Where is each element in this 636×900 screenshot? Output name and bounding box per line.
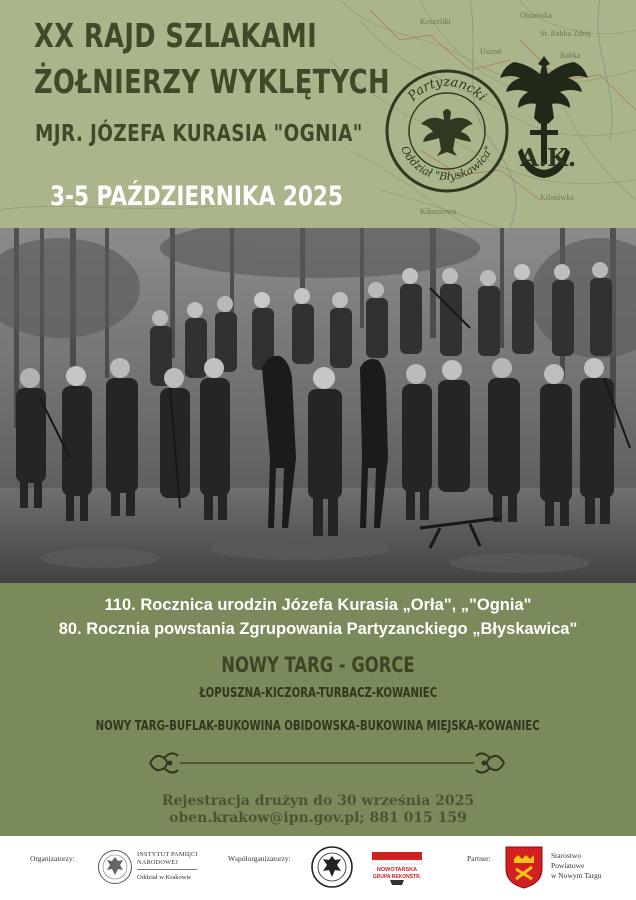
stamp-top-text: Partyzancki: [405, 74, 490, 105]
anniversary-line-1: 110. Rocznica urodzin Józefa Kurasia „Orła", „"Ognia": [104, 596, 532, 614]
route-2-block: [0, 719, 636, 734]
svg-text:Ustroń: Ustroń: [480, 47, 502, 56]
route-1: ŁOPUSZNA-KICZORA-TURBACZ-KOWANIEC: [199, 686, 437, 701]
powiat-line-3: w Nowym Targu: [551, 871, 602, 880]
ipn-name-block: [137, 851, 198, 866]
ipn-name-line-1: INSTYTUT PAMIĘCI: [137, 851, 198, 858]
title-line-2: ŻOŁNIERZY WYKLĘTYCH: [34, 62, 390, 101]
svg-text:GRUPA REKONSTR.: GRUPA REKONSTR.: [372, 874, 422, 880]
ipn-branch: Oddział w Krakowie: [137, 874, 192, 881]
co-organizers-label: Współorganizatorzy:: [228, 854, 291, 863]
event-info-panel: [0, 583, 636, 836]
header-banner: [0, 0, 636, 228]
route-2: NOWY TARG-BUFLAK-BUKOWINA OBIDOWSKA-BUKOWINA MIEJSKA-KOWANIEC: [95, 719, 541, 734]
route-title-block: [0, 653, 636, 677]
decorative-divider: [146, 746, 508, 780]
powiat-line-1: Starostwo: [551, 851, 581, 860]
ipn-divider: [137, 869, 197, 870]
partner-label: Partner:: [467, 854, 491, 863]
svg-text:Kikuszowa: Kikuszowa: [420, 207, 456, 216]
anniversary-line-2: 80. Rocznia powstania Zgrupowania Partyzanckiego „Błyskawica": [58, 620, 578, 638]
reenactment-group-logo: [366, 850, 428, 886]
svg-text:Kilotówka: Kilotówka: [540, 193, 574, 202]
svg-text:NOWOTARSKA: NOWOTARSKA: [376, 867, 418, 873]
svg-text:Koszeliki: Koszeliki: [420, 17, 451, 26]
powiat-name-block: [551, 851, 601, 881]
title-line-3: MJR. JÓZEFA KURASIA "OGNIA": [35, 121, 363, 147]
sponsors-footer: [0, 836, 636, 900]
stamp-bottom-text: Oddział "Błyskawica": [398, 143, 496, 184]
route-title: NOWY TARG - GORCE: [221, 653, 415, 677]
powiat-coat-of-arms-icon: [504, 845, 544, 889]
registration-text: Rejestracja drużyn do 30 września 2025: [161, 793, 475, 809]
ak-text: A.K.: [520, 143, 577, 172]
eagle-badge-icon: [311, 846, 353, 888]
partisan-group-photo: [0, 228, 636, 583]
svg-text:St. Rabka Zdrój: St. Rabka Zdrój: [540, 29, 591, 38]
contact-text[interactable]: oben.krakow@ipn.gov.pl; 881 015 159: [169, 810, 467, 826]
svg-text:Rabka: Rabka: [560, 51, 581, 60]
event-date: 3-5 PAŹDZIERNIKA 2025: [50, 181, 343, 212]
svg-text:Olszówka: Olszówka: [520, 11, 552, 20]
title-line-1: XX RAJD SZLAKAMI: [34, 16, 318, 55]
eagle-stamp-icon: [384, 68, 510, 194]
ipn-name-line-2: NARODOWEJ: [137, 858, 178, 866]
route-1-block: [0, 686, 636, 701]
organizers-label: Organizatorzy:: [30, 854, 75, 863]
photo-illustration: [0, 228, 636, 583]
ipn-emblem-icon: [97, 849, 133, 885]
powiat-line-2: Powiatowe: [551, 861, 585, 870]
